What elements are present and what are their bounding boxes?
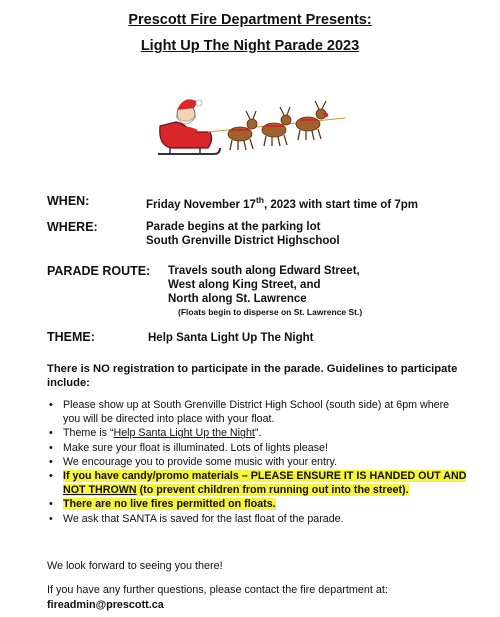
bullet-icon: • [49, 512, 53, 525]
list-item [47, 512, 467, 526]
contact-text: If you have any further questions, please contact the fire department at: [47, 584, 388, 596]
flyer-title-line1: Prescott Fire Department Presents: [128, 12, 372, 28]
not-thrown-emphasis: NOT THROWN [63, 484, 137, 497]
guidelines-list [47, 398, 467, 526]
list-item [47, 426, 467, 440]
route-line1: Travels south along Edward Street, [168, 265, 360, 277]
list-item [47, 398, 467, 426]
reindeer-icon-2 [262, 107, 291, 146]
closing-text: We look forward to seeing you there! [47, 560, 223, 572]
route-label: PARADE ROUTE: [47, 264, 151, 278]
bullet-icon: • [49, 498, 53, 511]
when-value [146, 195, 418, 211]
guideline-text-highlighted [63, 470, 466, 496]
when-date-suffix: th [255, 195, 264, 205]
when-time: , 2023 with start time of 7pm [263, 198, 418, 211]
guideline-text-post: (to prevent children from running out into the street). [136, 484, 409, 497]
contact-email-link[interactable]: fireadmin@prescott.ca [47, 599, 164, 611]
where-line2: South Grenville District Highschool [146, 235, 340, 247]
bullet-icon: • [49, 470, 53, 483]
intro-paragraph: There is NO registration to participate in the parade. Guidelines to participate include: [47, 363, 458, 389]
bullet-icon: • [49, 399, 53, 411]
santa-sleigh-reindeer-illustration [150, 88, 350, 168]
route-line3: North along St. Lawrence [168, 293, 307, 305]
theme-value: Help Santa Light Up The Night [148, 332, 314, 344]
route-note: (Floats begin to disperse on St. Lawrence St.) [178, 307, 363, 317]
bullet-icon: • [49, 441, 53, 454]
reindeer-icon-1 [228, 111, 257, 150]
guideline-text-pre: Theme is “ [63, 427, 114, 440]
santa-icon [174, 99, 202, 134]
list-item [47, 441, 467, 455]
where-line1: Parade begins at the parking lot [146, 221, 321, 233]
guideline-text: We encourage you to provide some music with your entry. [63, 455, 338, 468]
guideline-text-pre: If you have candy/promo materials – PLEASE ENSURE IT IS HANDED OUT AND [63, 470, 467, 483]
guideline-text-highlighted: There are no live fires permitted on floats. [63, 498, 276, 511]
bullet-icon: • [49, 427, 53, 440]
theme-link[interactable]: Help Santa Light Up the Night [113, 427, 255, 440]
bullet-icon: • [49, 455, 53, 468]
guideline-text: Please show up at South Grenville District High School (south side) at 6pm where you will be directed into place with your float. [63, 399, 450, 426]
guideline-text: We ask that SANTA is saved for the last float of the parade. [63, 512, 344, 525]
flyer-title-line2: Light Up The Night Parade 2023 [140, 38, 360, 54]
route-line2: West along King Street, and [168, 279, 321, 291]
where-label: WHERE: [47, 220, 98, 234]
guideline-text: Make sure your float is illuminated. Lots of lights please! [63, 441, 328, 454]
when-label: WHEN: [47, 194, 90, 208]
list-item [47, 455, 467, 469]
theme-label: THEME: [47, 330, 95, 344]
list-item-highlighted [47, 497, 467, 511]
list-item-highlighted [47, 469, 467, 497]
guideline-text-post: ”. [254, 427, 262, 440]
when-date: Friday November 17 [146, 198, 256, 211]
sleigh-icon [158, 122, 220, 154]
